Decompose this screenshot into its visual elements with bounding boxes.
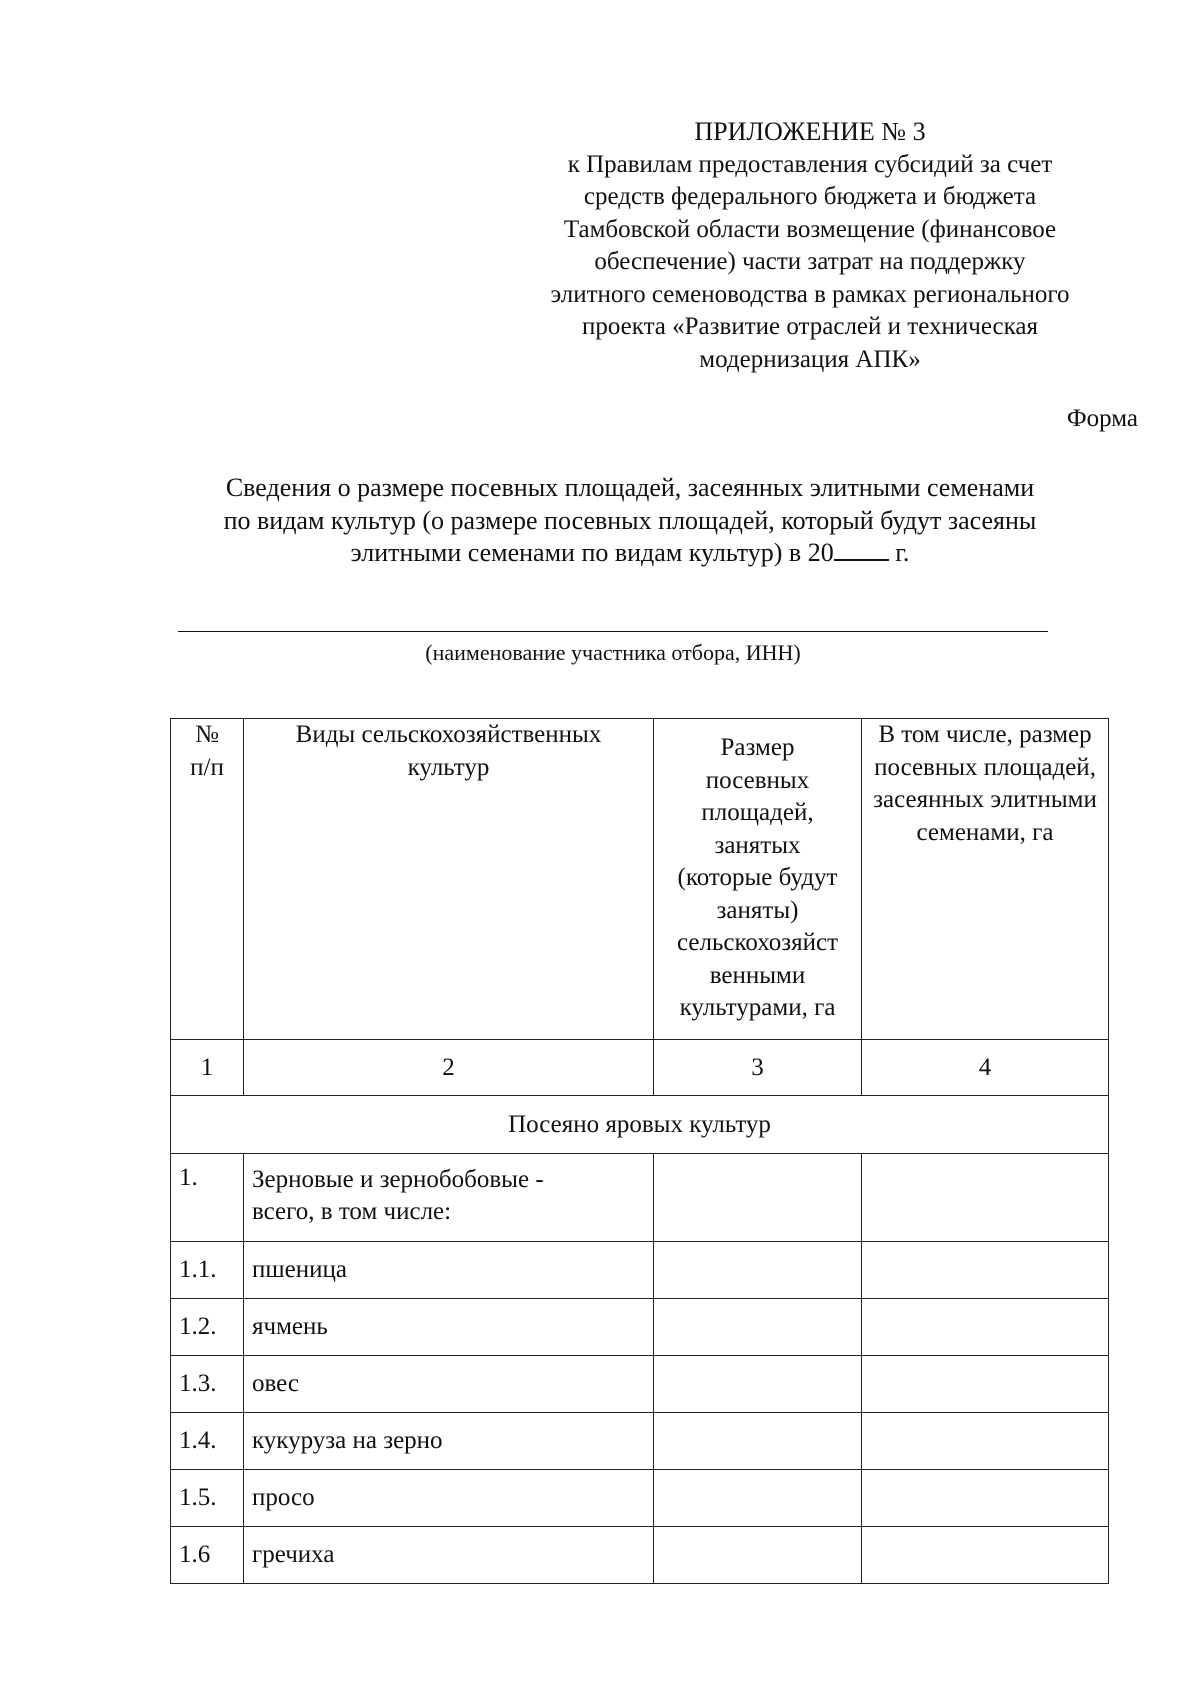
elite-area-cell[interactable] xyxy=(862,1356,1109,1413)
appendix-line: к Правилам предоставления субсидий за счет xyxy=(567,150,1053,178)
row-number: 1.5. xyxy=(171,1470,244,1527)
row-number: 1.2. xyxy=(171,1299,244,1356)
row-number: 1.1. xyxy=(171,1242,244,1299)
column-number: 1 xyxy=(171,1040,244,1096)
table-row xyxy=(171,1242,1109,1299)
table-row xyxy=(171,1527,1109,1584)
form-label: Форма xyxy=(1066,405,1138,432)
title-line xyxy=(150,537,1110,570)
table-row xyxy=(171,1299,1109,1356)
elite-area-cell[interactable] xyxy=(862,1299,1109,1356)
column-number: 3 xyxy=(654,1040,862,1096)
crop-name: Зерновые и зернобобовые - всего, в том числе: xyxy=(244,1154,654,1242)
table-row xyxy=(171,1154,1109,1242)
crop-name: гречиха xyxy=(244,1527,654,1584)
column-number: 4 xyxy=(862,1040,1109,1096)
section-row xyxy=(171,1096,1109,1154)
crop-name: ячмень xyxy=(244,1299,654,1356)
document-title xyxy=(150,472,1110,570)
table-row xyxy=(171,1413,1109,1470)
title-line-suffix: г. xyxy=(888,538,910,567)
appendix-line: проекта «Развитие отраслей и техническая xyxy=(581,313,1038,340)
header-number: № п/п xyxy=(171,719,244,1040)
crop-name: просо xyxy=(244,1470,654,1527)
elite-area-cell[interactable] xyxy=(862,1413,1109,1470)
elite-area-cell[interactable] xyxy=(862,1470,1109,1527)
appendix-line: Тамбовской области возмещение (финансовое xyxy=(563,215,1057,243)
row-number: 1.3. xyxy=(171,1356,244,1413)
crop-name: кукуруза на зерно xyxy=(244,1413,654,1470)
elite-area-cell[interactable] xyxy=(862,1154,1109,1242)
appendix-line: средств федерального бюджета и бюджета xyxy=(583,183,1037,210)
table-row xyxy=(171,1470,1109,1527)
row-number: 1.6 xyxy=(171,1527,244,1584)
row-number: 1. xyxy=(171,1154,244,1242)
appendix-line: элитного семеноводства в рамках регионального xyxy=(550,280,1070,308)
sown-area-cell[interactable] xyxy=(654,1413,862,1470)
table-row xyxy=(171,1356,1109,1413)
header-crop-type: Виды сельскохозяйственных культур xyxy=(244,719,654,1040)
appendix-heading: ПРИЛОЖЕНИЕ № 3 xyxy=(694,117,926,146)
header-sown-area: Размер посевных площадей, занятых (которые будут заняты) сельскохозяйст венными культурами, га xyxy=(654,719,862,1040)
sown-area-cell[interactable] xyxy=(654,1470,862,1527)
crops-table xyxy=(170,718,1109,1584)
header-elite-area: В том числе, размер посевных площадей, засеянных элитными семенами, га xyxy=(862,719,1109,1040)
participant-caption: (наименование участника отбора, ИНН) xyxy=(425,640,801,665)
title-line-text: элитными семенами по видам культур) в 20 xyxy=(350,538,834,567)
table-header-row xyxy=(171,719,1109,1040)
participant-name-field[interactable] xyxy=(178,631,1048,632)
section-title: Посеяно яровых культур xyxy=(171,1096,1109,1154)
appendix-line: модернизация АПК» xyxy=(699,345,921,373)
appendix-block xyxy=(510,116,1110,376)
crop-name: овес xyxy=(244,1356,654,1413)
elite-area-cell[interactable] xyxy=(862,1242,1109,1299)
column-numbers-row xyxy=(171,1040,1109,1096)
row-number: 1.4. xyxy=(171,1413,244,1470)
year-blank-field[interactable] xyxy=(834,537,889,561)
sown-area-cell[interactable] xyxy=(654,1356,862,1413)
elite-area-cell[interactable] xyxy=(862,1527,1109,1584)
crop-name: пшеница xyxy=(244,1242,654,1299)
title-line: Сведения о размере посевных площадей, засеянных элитными семенами xyxy=(225,473,1035,502)
sown-area-cell[interactable] xyxy=(654,1299,862,1356)
title-line: по видам культур (о размере посевных площадей, который будут засеяны xyxy=(223,505,1037,535)
sown-area-cell[interactable] xyxy=(654,1242,862,1299)
sown-area-cell[interactable] xyxy=(654,1527,862,1584)
appendix-line: обеспечение) части затрат на поддержку xyxy=(594,248,1026,275)
sown-area-cell[interactable] xyxy=(654,1154,862,1242)
column-number: 2 xyxy=(244,1040,654,1096)
